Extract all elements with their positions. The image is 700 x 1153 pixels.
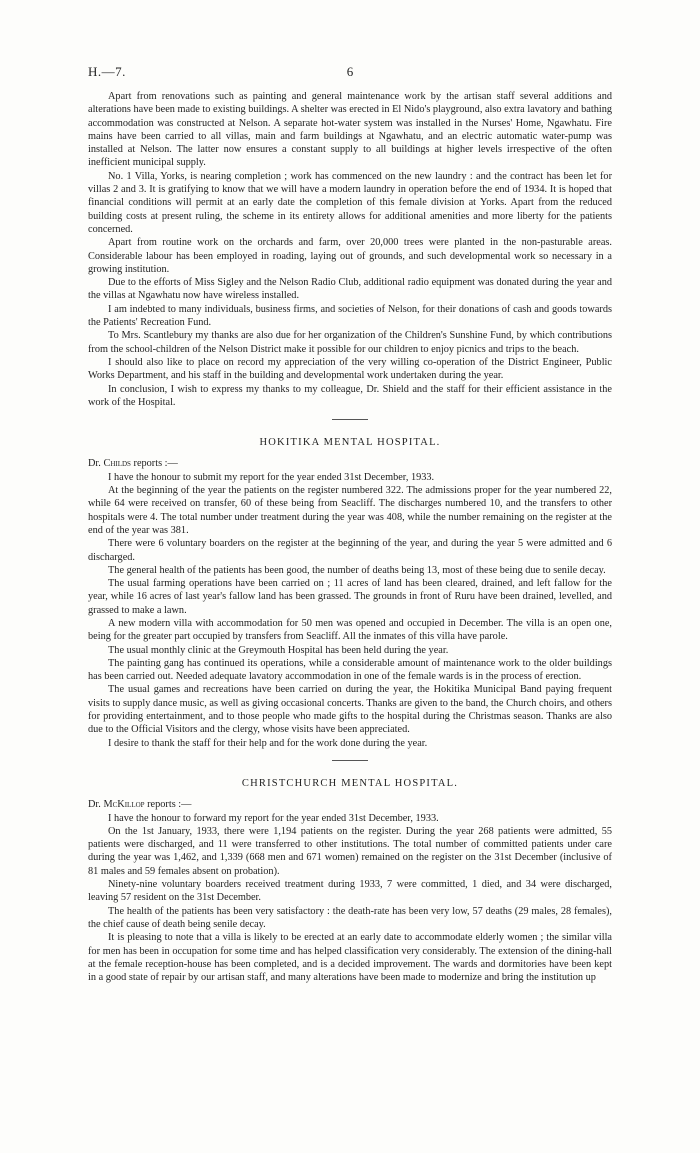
- section-divider: [332, 760, 368, 761]
- reporter-line: [88, 457, 612, 470]
- paragraph: I have the honour to forward my report for the year ended 31st December, 1933.: [108, 812, 439, 824]
- paragraph: The usual farming operations have been carried on ; 11 acres of land has been cleared, drained, and left fallow for the year, while 16 acres of last year's fallow land has been grassed. The grounds in front of Ruru have been drained, levelled, and grassed to make a lawn.: [88, 578, 612, 616]
- paragraph: The painting gang has continued its operations, while a considerable amount of maintenance work to the older buildings has been carried out. Needed adequate lavatory accommodation in one of the female wards is in the process of erection.: [88, 657, 612, 683]
- page-header: [88, 64, 612, 84]
- page-number: 6: [346, 64, 354, 79]
- paragraph: The usual monthly clinic at the Greymouth Hospital has been held during the year.: [108, 644, 449, 656]
- reporter-prefix: Dr.: [88, 458, 104, 470]
- paragraph: I am indebted to many individuals, business firms, and societies of Nelson, for their donations of cash and goods towards the Patients' Recreation Fund.: [88, 303, 612, 329]
- paragraph: There were 6 voluntary boarders on the register at the beginning of the year, and during the year 5 were admitted and 6 discharged.: [88, 538, 612, 563]
- page-body: [88, 90, 612, 984]
- paragraph: I have the honour to submit my report for the year ended 31st December, 1933.: [108, 471, 435, 483]
- paragraph: Apart from routine work on the orchards and farm, over 20,000 trees were planted in the non-pasturable areas. Considerable labour has been employed in roading, laying out of grounds, and such developmental work so necessary in a growing institution.: [88, 237, 612, 275]
- reporter-name: McKillop: [103, 799, 145, 811]
- paragraph: No. 1 Villa, Yorks, is nearing completion ; work has commenced on the new laundry : and the contract has been let for villas 2 and 3. It is gratifying to know that we will have a modern laundry in operation before the end of 1934. It is hoped that financial conditions will permit at an early date the completion of this female division at Yorks. Apart from the reduced building costs at present ruling, the scheme in its entirety allows for additional amenities and more liberty for the patients concerned.: [88, 170, 612, 235]
- paragraph: To Mrs. Scantlebury my thanks are also due for her organization of the Children's Sunshine Fund, by which contributions from the school-children of the Nelson District make it possible for our children to enjoy picnics and trips to the beach.: [88, 330, 612, 355]
- reporter-prefix: Dr.: [88, 799, 104, 811]
- paragraph: It is pleasing to note that a villa is likely to be erected at an early date to accommodate elderly women ; the similar villa for men has been in occupation for some time and has helped classification very considerably. The extension of the dining-hall at the female reception-house has been completed, and is a decided improvement. The wards and dormitories have been kept in a good state of repair by our artisan staff, and many alterations have been made to modernize and bring the institution up: [88, 932, 612, 984]
- paragraph: Ninety-nine voluntary boarders received treatment during 1933, 7 were committed, 1 died, and 34 were discharged, leaving 57 resident on the 31st December.: [88, 879, 612, 904]
- section-heading: HOKITIKA MENTAL HOSPITAL.: [259, 437, 441, 449]
- reporter-name: Childs: [103, 458, 131, 470]
- paragraph: The usual games and recreations have been carried on during the year, the Hokitika Municipal Band paying frequent visits to supply dance music, as well as giving occasional concerts. Thanks are given to the band, the Church choirs, and others for providing entertainment, and to those people who made gifts to the hospital during the Christmas season. Thanks are also due to the Official Visitors and the clergy, whose visits have been appreciated.: [88, 684, 612, 736]
- paragraph: I should also like to place on record my appreciation of the very willing co-operation of the District Engineer, Public Works Department, and his staff in the building and developmental work undertaken during the year.: [88, 356, 612, 382]
- paragraph: I desire to thank the staff for their help and for the work done during the year.: [108, 737, 428, 749]
- section-heading: CHRISTCHURCH MENTAL HOSPITAL.: [241, 777, 459, 789]
- paragraph: A new modern villa with accommodation for 50 men was opened and occupied in December. The villa is an open one, being for the greater part occupied by transfers from Seacliff. All the inmates of this villa have parole.: [88, 617, 612, 643]
- paragraph: The health of the patients has been very satisfactory : the death-rate has been very low, 57 deaths (29 males, 28 females), the chief cause of death being senile decay.: [88, 905, 612, 930]
- paragraph: In conclusion, I wish to express my thanks to my colleague, Dr. Shield and the staff for their efficient assistance in the work of the Hospital.: [88, 383, 612, 408]
- reporter-line: [88, 798, 612, 811]
- section-divider: [332, 419, 368, 420]
- hokitika-section: [88, 436, 612, 750]
- paragraph: Due to the efforts of Miss Sigley and the Nelson Radio Club, additional radio equipment was donated during the year and the villas at Ngawhatu now have wireless installed.: [88, 277, 612, 302]
- paragraph: At the beginning of the year the patients on the register numbered 322. The admissions proper for the year numbered 22, while 64 were received on transfer, 60 of these being from Seacliff. The discharges numbered 10, and the transfers to other hospitals were 4. The total number under treatment during the year was 408, while the number remaining on the register at the end of the year was 381.: [88, 485, 612, 536]
- nelson-continuation: [88, 90, 612, 409]
- reporter-suffix: reports :—: [130, 458, 178, 470]
- report-reference: H.—7.: [88, 64, 126, 79]
- reporter-suffix: reports :—: [144, 799, 192, 811]
- paragraph: The general health of the patients has been good, the number of deaths being 13, most of these being due to senile decay.: [108, 564, 606, 576]
- christchurch-section: [88, 777, 612, 984]
- paragraph: Apart from renovations such as painting and general maintenance work by the artisan staff several additions and alterations have been made to existing buildings. A shelter was erected in El Nido's playground, also extra lavatory and bathing accommodation was constructed at Nelson. A separate hot-water system was installed in the Nurses' Home, Ngawhatu. Fire mains have been carried to all villas, main and farm buildings at Ngawhatu, and an electric automatic water-pump was installed at Nelson. The latter now ensures a constant supply to all buildings at higher levels irrespective of the often inefficient municipal supply.: [88, 91, 612, 169]
- paragraph: On the 1st January, 1933, there were 1,194 patients on the register. During the year 268 patients were admitted, 55 patients were discharged, and 11 were transferred to other institutions. The total number of committed patients under care during the year was 1,462, and 1,339 (668 men and 671 women) remained on the register on the 31st December (inclusive of 81 males and 59 females absent on probation).: [88, 825, 612, 877]
